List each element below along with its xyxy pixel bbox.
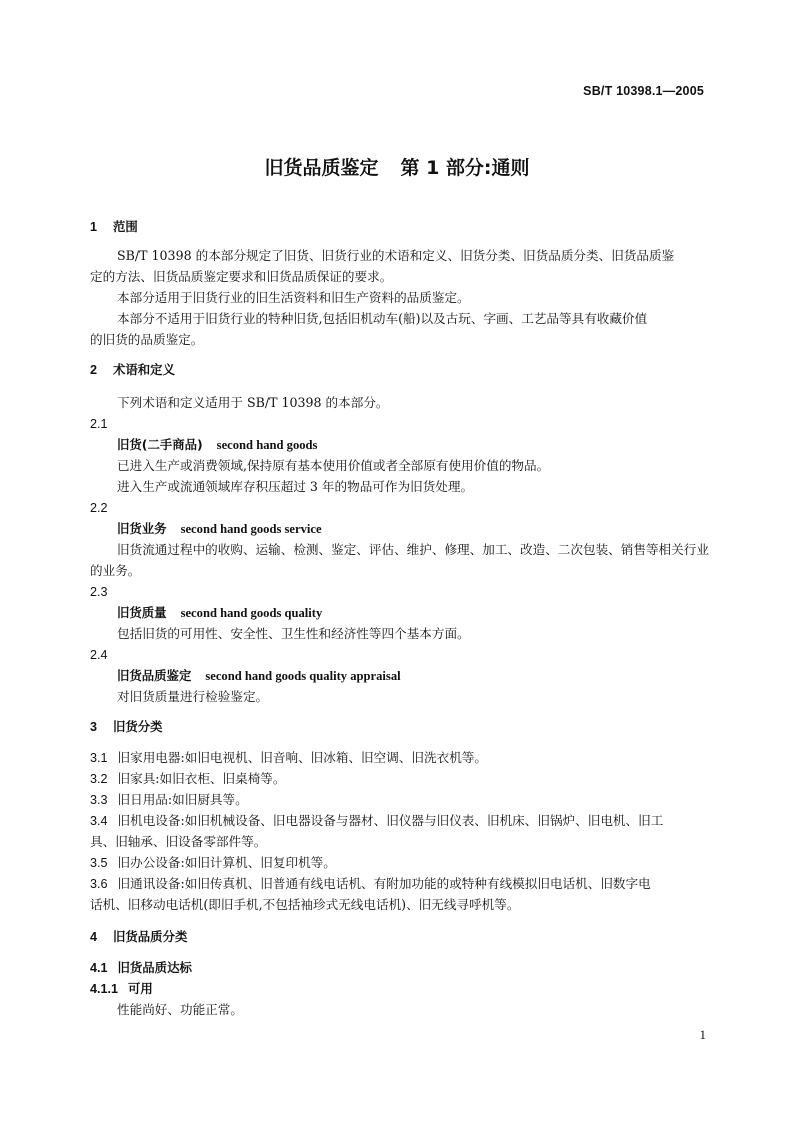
term-2-4-name: 旧货品质鉴定 second hand goods quality appraisal [117, 668, 401, 683]
subsection-4-1-heading: 4.1 旧货品质达标 [90, 960, 192, 975]
title-sub: 第 1 部分:通则 [400, 157, 530, 179]
section-2-intro: 下列术语和定义适用于 SB/T 10398 的本部分。 [117, 395, 389, 410]
term-2-2-definition: 旧货流通过程中的收购、运输、检测、鉴定、评估、维护、修理、加工、改造、二次包装、销售等相关行业 [117, 542, 709, 557]
page-number: 1 [699, 1027, 706, 1042]
term-2-1-name: 旧货(二手商品) second hand goods [117, 437, 318, 452]
section-1-para-1: SB/T 10398 的本部分规定了旧货、旧货行业的术语和定义、旧货分类、旧货品质分类、旧货品质鉴 [117, 248, 675, 263]
term-2-3-number: 2.3 [90, 585, 108, 599]
term-2-3-definition: 包括旧货的可用性、安全性、卫生性和经济性等四个基本方面。 [117, 626, 470, 641]
item-3-4: 3.4 旧机电设备:如旧机械设备、旧电器设备与器材、旧仪器与旧仪表、旧机床、旧锅炉、旧电机、旧工 [90, 813, 664, 828]
title-main: 旧货品质鉴定 [264, 157, 379, 179]
section-1-para-3-cont: 的旧货的品质鉴定。 [90, 332, 204, 347]
term-2-2-name: 旧货业务 second hand goods service [117, 521, 322, 536]
section-3-heading: 3 旧货分类 [90, 719, 163, 734]
section-2-heading: 2 术语和定义 [90, 362, 175, 377]
item-3-5: 3.5 旧办公设备:如旧计算机、旧复印机等。 [90, 855, 336, 870]
item-3-6: 3.6 旧通讯设备:如旧传真机、旧普通有线电话机、有附加功能的或特种有线模拟旧电话机、旧数字电 [90, 876, 651, 891]
section-1-para-2: 本部分适用于旧货行业的旧生活资料和旧生产资料的品质鉴定。 [117, 290, 470, 305]
section-1-para-1-cont: 定的方法、旧货品质鉴定要求和旧货品质保证的要求。 [90, 269, 393, 284]
term-2-4-number: 2.4 [90, 648, 108, 662]
term-2-2-number: 2.2 [90, 501, 108, 515]
standard-code: SB/T 10398.1—2005 [583, 84, 704, 98]
item-3-1: 3.1 旧家用电器:如旧电视机、旧音响、旧冰箱、旧空调、旧洗衣机等。 [90, 750, 487, 765]
item-3-2: 3.2 旧家具:如旧衣柜、旧桌椅等。 [90, 771, 286, 786]
section-1-para-3: 本部分不适用于旧货行业的特种旧货,包括旧机动车(船)以及古玩、字画、工艺品等具有收藏价值 [117, 311, 648, 326]
term-2-2-definition-cont: 的业务。 [90, 563, 141, 578]
document-title [0, 153, 794, 180]
subsection-4-1-1-heading: 4.1.1 可用 [90, 981, 153, 996]
term-2-3-name: 旧货质量 second hand goods quality [117, 605, 323, 620]
item-3-3: 3.3 旧日用品:如旧厨具等。 [90, 792, 248, 807]
section-4-heading: 4 旧货品质分类 [90, 929, 188, 944]
item-3-4-cont: 具、旧轴承、旧设备零部件等。 [90, 834, 267, 849]
section-1-heading: 1 范围 [90, 219, 138, 234]
term-2-1-note: 进入生产或流通领域库存积压超过 3 年的物品可作为旧货处理。 [117, 479, 474, 494]
term-2-1-number: 2.1 [90, 417, 108, 431]
item-3-6-cont: 话机、旧移动电话机(即旧手机,不包括袖珍式无线电话机)、旧无线寻呼机等。 [90, 897, 520, 912]
term-2-1-definition: 已进入生产或消费领域,保持原有基本使用价值或者全部原有使用价值的物品。 [117, 458, 550, 473]
subsection-4-1-1-text: 性能尚好、功能正常。 [117, 1002, 243, 1017]
term-2-4-definition: 对旧货质量进行检验鉴定。 [117, 689, 269, 704]
